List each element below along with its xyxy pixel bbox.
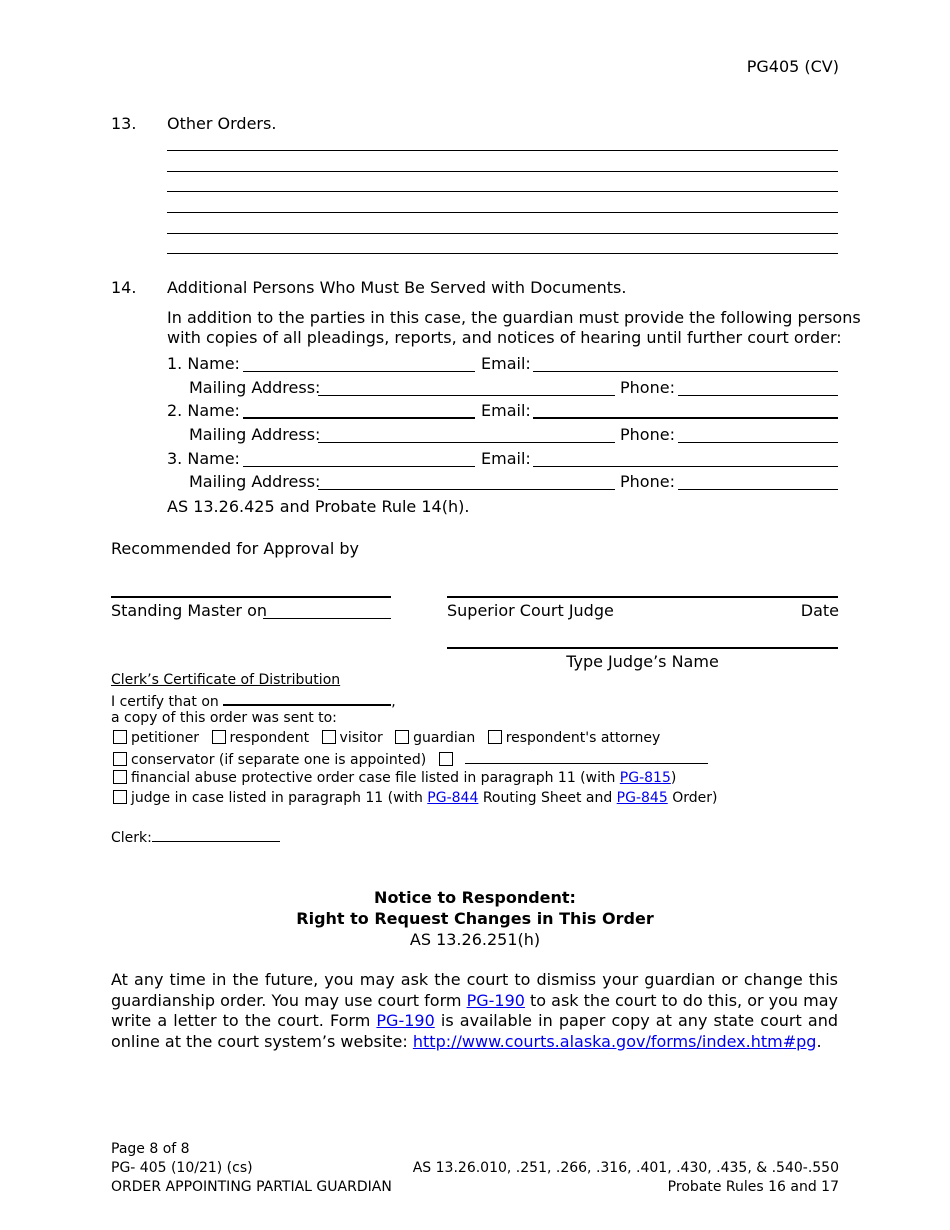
type-judge-name-label: Type Judge’s Name: [566, 652, 719, 671]
respondent-label: respondent: [229, 730, 310, 746]
footer-page: Page 8 of 8: [111, 1141, 190, 1157]
notice-title: Notice to Respondent:: [374, 888, 576, 907]
clerk-certificate-title: Clerk’s Certificate of Distribution: [111, 672, 341, 688]
person-2-email-label: Email:: [481, 401, 531, 420]
person-1-phone-field[interactable]: [678, 395, 838, 396]
section-13-number: 13.: [111, 114, 137, 133]
judge-name-line[interactable]: [447, 647, 838, 649]
certify-line: [111, 691, 396, 710]
person-1-name-field[interactable]: [243, 371, 475, 372]
petitioner-checkbox[interactable]: [113, 730, 127, 744]
notice-subtitle: Right to Request Changes in This Order: [296, 909, 654, 928]
person-3-address-label: Mailing Address:: [189, 472, 321, 491]
financial-abuse-label: financial abuse protective order case file listed in paragraph 11 (with: [131, 770, 620, 786]
section-14-intro-2: with copies of all pleadings, reports, and notices of hearing until further court order:: [167, 328, 842, 347]
recommended-for-approval: Recommended for Approval by: [111, 539, 360, 558]
certify-comma: ,: [391, 694, 396, 710]
person-3-name-field[interactable]: [243, 466, 475, 467]
financial-abuse-row: [113, 770, 676, 786]
other-checkbox[interactable]: [439, 752, 453, 766]
person-2-phone-field[interactable]: [678, 442, 838, 443]
routing-sheet-label: Routing Sheet and: [478, 790, 617, 806]
person-3-email-field[interactable]: [533, 466, 838, 467]
financial-abuse-checkbox[interactable]: [113, 770, 127, 784]
person-3-name-label: 3. Name:: [167, 449, 240, 468]
person-2-name-label: 2. Name:: [167, 401, 240, 420]
person-2-name-field[interactable]: [243, 417, 475, 419]
order-label: Order): [667, 790, 718, 806]
footer-statutes: AS 13.26.010, .251, .266, .316, .401, .430, .435, & .540-.550: [412, 1160, 839, 1176]
superior-judge-label: Superior Court Judge: [447, 601, 614, 620]
clerk-field[interactable]: [152, 828, 280, 842]
footer-form-id: PG- 405 (10/21) (cs): [111, 1160, 253, 1176]
footer-rules: Probate Rules 16 and 17: [667, 1179, 839, 1195]
respondent-checkbox[interactable]: [212, 730, 226, 744]
copy-sent-label: a copy of this order was sent to:: [111, 710, 337, 726]
person-3-phone-label: Phone:: [620, 472, 675, 491]
conservator-label: conservator (if separate one is appointed): [131, 752, 427, 768]
recipients-row: [113, 730, 660, 746]
form-code-header: PG405 (CV): [746, 57, 839, 76]
petitioner-label: petitioner: [131, 730, 200, 746]
pg-844-link[interactable]: PG-844: [427, 790, 479, 806]
other-orders-line[interactable]: [167, 171, 838, 172]
financial-abuse-close: ): [670, 770, 677, 786]
footer-form-title: ORDER APPOINTING PARTIAL GUARDIAN: [111, 1179, 392, 1195]
court-forms-url-link[interactable]: http://www.courts.alaska.gov/forms/index.htm#pg: [412, 1031, 817, 1051]
clerk-line: [111, 828, 280, 846]
person-1-address-label: Mailing Address:: [189, 378, 321, 397]
respondent-attorney-checkbox[interactable]: [488, 730, 502, 744]
pg-815-link[interactable]: PG-815: [619, 770, 671, 786]
conservator-checkbox[interactable]: [113, 752, 127, 766]
section-14-citation: AS 13.26.425 and Probate Rule 14(h).: [167, 497, 470, 516]
pg-190-link-2[interactable]: PG-190: [376, 1011, 435, 1030]
section-13-title: Other Orders.: [167, 114, 277, 133]
other-orders-line[interactable]: [167, 191, 838, 192]
visitor-checkbox[interactable]: [322, 730, 336, 744]
person-3-address-field[interactable]: [318, 489, 615, 490]
clerk-label: Clerk:: [111, 830, 152, 846]
notice-statute: AS 13.26.251(h): [409, 930, 541, 949]
person-1-email-field[interactable]: [533, 371, 838, 372]
certify-date-field[interactable]: [223, 691, 391, 706]
other-orders-line[interactable]: [167, 253, 838, 254]
date-label: Date: [800, 601, 839, 620]
standing-master-date-field[interactable]: [263, 618, 391, 619]
pg-190-link[interactable]: PG-190: [466, 990, 525, 1010]
guardian-checkbox[interactable]: [395, 730, 409, 744]
guardian-label: guardian: [413, 730, 476, 746]
visitor-label: visitor: [339, 730, 383, 746]
notice-text-1: At any time in the future, you may ask the court to dismiss your guardian or change this guardianship order. You may use court form: [111, 970, 838, 1010]
other-recipient-field[interactable]: [465, 750, 708, 764]
person-3-email-label: Email:: [481, 449, 531, 468]
certify-label: I certify that on: [111, 694, 219, 710]
standing-master-label: Standing Master on: [111, 601, 268, 620]
conservator-row: [113, 750, 708, 768]
judge-case-checkbox[interactable]: [113, 790, 127, 804]
pg-845-link[interactable]: PG-845: [616, 790, 668, 806]
standing-master-signature-line[interactable]: [111, 596, 391, 598]
person-1-name-label: 1. Name:: [167, 354, 240, 373]
other-orders-line[interactable]: [167, 212, 838, 213]
other-orders-line[interactable]: [167, 150, 838, 151]
person-2-email-field[interactable]: [533, 417, 838, 419]
section-14-title: Additional Persons Who Must Be Served with Documents.: [167, 278, 627, 297]
notice-text-3: is available in paper copy at any state court and online at the court system’s website:: [111, 1011, 838, 1051]
judge-signature-line[interactable]: [447, 596, 838, 598]
section-14-intro-1: In addition to the parties in this case, the guardian must provide the following persons: [167, 308, 861, 327]
notice-paragraph: [111, 970, 838, 1052]
other-orders-line[interactable]: [167, 233, 838, 234]
section-14-number: 14.: [111, 278, 137, 297]
notice-text-2: to ask the court to do this, or you may write a letter to the court. Form: [111, 990, 839, 1030]
person-2-address-label: Mailing Address:: [189, 425, 321, 444]
person-2-address-field[interactable]: [318, 442, 615, 443]
respondent-attorney-label: respondent's attorney: [505, 730, 661, 746]
judge-case-row: [113, 790, 717, 806]
person-3-phone-field[interactable]: [678, 489, 838, 490]
judge-case-label: judge in case listed in paragraph 11 (with: [131, 790, 428, 806]
person-1-address-field[interactable]: [318, 395, 615, 396]
person-1-phone-label: Phone:: [620, 378, 675, 397]
person-2-phone-label: Phone:: [620, 425, 675, 444]
person-1-email-label: Email:: [481, 354, 531, 373]
notice-text-4: .: [816, 1031, 822, 1051]
